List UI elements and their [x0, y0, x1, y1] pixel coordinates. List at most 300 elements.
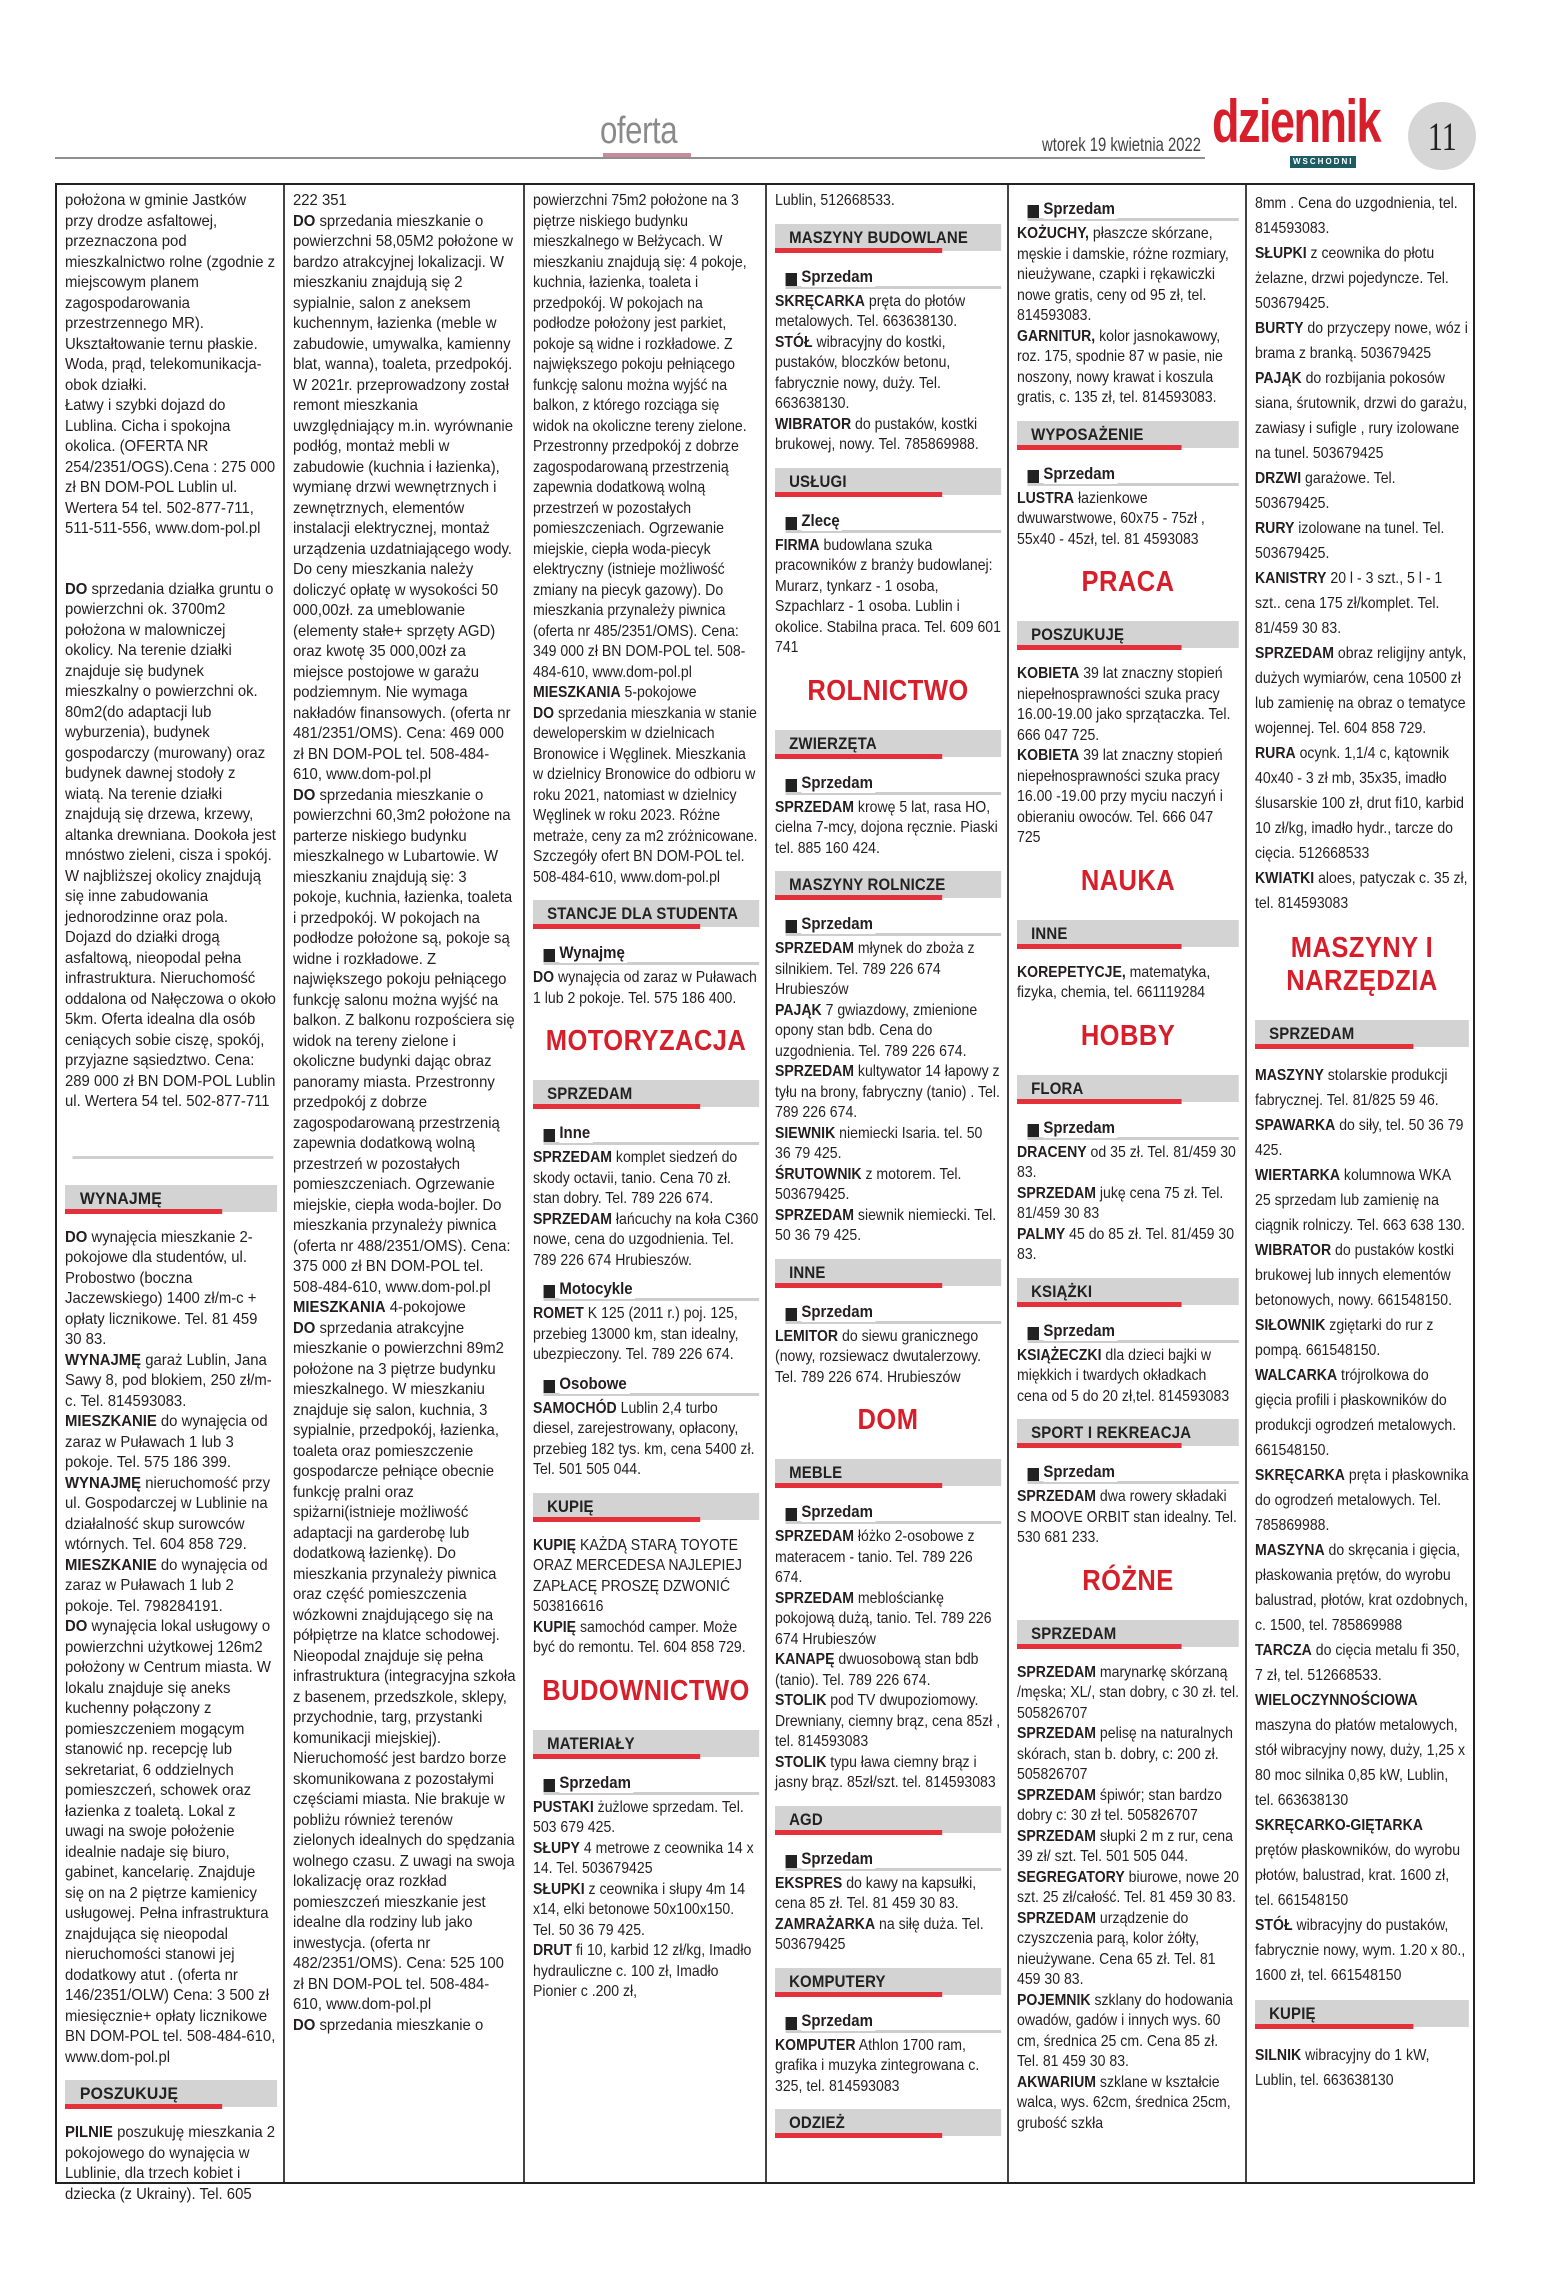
ad-keyword: LUSTRA	[1017, 489, 1075, 507]
section-header-label: USŁUGI	[789, 471, 847, 491]
ad-keyword: MASZYNY	[1255, 1067, 1324, 1084]
ad-keyword: SPRZEDAM	[775, 798, 855, 816]
ad-text: do rozbijania pokosów siana, śrutownik, drzwi do garażu, zawiasy i sufigle , rury izolowane na tunel. 503679425	[1255, 370, 1468, 462]
classified-ad	[1255, 866, 1469, 916]
classified-ad	[533, 1304, 759, 1366]
square-bullet-icon	[544, 1285, 555, 1298]
subsection-header	[775, 267, 1001, 289]
column-3	[523, 185, 765, 2182]
issue-date: wtorek 19 kwietnia 2022	[1042, 135, 1201, 156]
section-header	[1255, 2000, 1469, 2027]
ad-text: kultywator 14 łapowy z tyłu na brony, fabryczny (tanio) . Tel. 789 226 674.	[775, 1063, 1000, 1121]
classified-ad	[775, 1165, 1001, 1206]
ad-text: pręta i płaskownika do ogrodzeń metalowych. Tel. 785869988.	[1255, 1467, 1469, 1534]
ad-text: 20 l - 3 szt., 5 l - 1 szt.. cena 175 zł/komplet. Tel. 81/459 30 83.	[1255, 570, 1443, 637]
classified-ad	[65, 580, 277, 1113]
square-bullet-icon	[786, 1855, 797, 1868]
classified-ad	[1017, 746, 1239, 849]
classified-ad	[775, 939, 1001, 1001]
ad-text: poszukuję mieszkania 2 pokojowego do wynajęcia w Lublinie, dla trzech kobiet i dziecka (z Ukrainy). Tel. 605	[65, 2124, 276, 2203]
ad-keyword: RURY	[1255, 520, 1295, 537]
section-header	[533, 1493, 759, 1520]
subsection-label: Sprzedam	[559, 1773, 633, 1793]
classified-ad	[1017, 1346, 1239, 1408]
section-header	[65, 2080, 277, 2107]
section-header	[775, 1259, 1001, 1286]
subsection-label: Motocykle	[559, 1279, 635, 1299]
ad-keyword: MIESZKANIE	[65, 1413, 157, 1430]
ad-keyword: SŁUPKI	[533, 1880, 585, 1898]
section-header-label: WYPOSAŻENIE	[1031, 424, 1144, 444]
subsection-label: Sprzedam	[801, 267, 875, 287]
ad-text: trójrolkowa do gięcia profili i płaskowników do produkcji ogrodzeń metalowych. 661548150.	[1255, 1367, 1457, 1459]
classified-ad	[1255, 1063, 1469, 1113]
classified-ad	[1017, 224, 1239, 327]
ad-text: typu ława ciemny brąz i jasny brąz. 85zł/szt. tel. 814593083	[775, 1753, 996, 1791]
ad-text: słupki 2 m z rur, cena 39 zł/ szt. Tel. 501 505 044.	[1017, 1827, 1233, 1865]
classified-ad	[533, 1941, 759, 2003]
ad-text: 8mm . Cena do uzgodnienia, tel. 814593083.	[1255, 195, 1458, 237]
square-bullet-icon	[1028, 470, 1039, 483]
ad-text: sprzedania mieszkanie o	[315, 2016, 484, 2034]
subsection-header	[775, 511, 1001, 533]
subsection-header	[1017, 1462, 1239, 1484]
ad-keyword: SPAWARKA	[1255, 1117, 1336, 1134]
classified-ad	[1255, 191, 1469, 241]
ad-keyword: SPRZEDAM	[1017, 1488, 1097, 1505]
ad-text: śpiwór; stan bardzo dobry c: 30 zł tel. 505826707	[1017, 1786, 1223, 1824]
ad-text: do siły, tel. 50 36 79 425.	[1255, 1117, 1464, 1159]
column-6	[1245, 185, 1475, 2182]
classified-ad	[775, 1589, 1001, 1651]
classified-ad	[1255, 566, 1469, 641]
section-header	[775, 871, 1001, 898]
ad-text: krowę 5 lat, rasa HO, cielna 7-mcy, dojona ręcznie. Piaski tel. 885 160 424.	[775, 798, 998, 857]
ad-keyword: SKRĘCARKO-GIĘTARKA	[1255, 1817, 1423, 1834]
subsection-label: Sprzedam	[801, 914, 875, 934]
ad-text: pod TV dwupoziomowy. Drewniany, ciemny brąz, cena 85zł , tel. 814593083	[775, 1692, 1001, 1750]
ad-keyword: WYNAJMĘ	[65, 1474, 142, 1492]
ad-keyword: TARCZA	[1255, 1642, 1312, 1659]
page-number: 11	[1427, 113, 1457, 159]
ad-text: szklany do hodowania owadów, gadów i innych wys. 60 cm, średnica 25 cm. Cena 85 zł. Tel. 81 459 30 83.	[1017, 1991, 1234, 2070]
ad-text: niemiecki Isaria. tel. 50 36 79 425.	[775, 1124, 983, 1162]
classified-ad	[1017, 664, 1239, 746]
logo-wordmark: dziennik	[1212, 88, 1381, 155]
section-header-label: SPRZEDAM	[1031, 1623, 1117, 1643]
ad-keyword: DO	[65, 580, 88, 598]
classified-ad	[293, 212, 517, 786]
subsection-label: Sprzedam	[1043, 1321, 1117, 1341]
ad-keyword: AKWARIUM	[1017, 2073, 1096, 2091]
ad-text: obraz religijny antyk, dużych wymiarów, cena 10500 zł lub zamienię na obraz o tematyce wojennej. Tel. 604 858 729.	[1255, 645, 1467, 737]
subsection-header	[533, 1374, 759, 1396]
classified-ad	[1255, 1638, 1469, 1688]
ad-text: 45 do 85 zł. Tel. 81/459 30 83.	[1017, 1225, 1235, 1263]
classified-ad	[1255, 2043, 1469, 2093]
ad-keyword: SPRZEDAM	[1017, 1827, 1097, 1845]
ad-text: matematyka, fizyka, chemia, tel. 661119284	[1017, 963, 1211, 1001]
ad-keyword: STOLIK	[775, 1753, 827, 1771]
subsection-label: Osobowe	[559, 1374, 629, 1394]
category-heading: NAUKA	[1080, 864, 1176, 897]
ad-keyword: KANISTRY	[1255, 570, 1327, 587]
section-header-label: MATERIAŁY	[547, 1733, 635, 1753]
classified-ad	[775, 1527, 1001, 1589]
section-header	[1017, 421, 1239, 448]
section-header-label: FLORA	[1031, 1078, 1084, 1098]
square-bullet-icon	[1028, 1327, 1039, 1340]
classified-ad	[293, 786, 517, 1299]
classified-ad	[775, 292, 1001, 333]
section-header	[65, 1185, 277, 1212]
section-header	[1017, 621, 1239, 648]
ad-text: zgiętarki do rur z pompą. 661548150.	[1255, 1317, 1434, 1359]
classified-ad	[65, 1228, 277, 1351]
subsection-label: Zlecę	[801, 511, 842, 531]
section-header	[1017, 1278, 1239, 1305]
classified-ad	[1255, 741, 1469, 866]
classified-ad	[775, 1874, 1001, 1915]
section-header	[1017, 1620, 1239, 1647]
ad-text: jukę cena 75 zł. Tel. 81/459 30 83	[1017, 1184, 1224, 1222]
section-header-label: WYNAJMĘ	[79, 1188, 162, 1208]
classified-ad	[1017, 1868, 1239, 1909]
classified-ad	[775, 1206, 1001, 1247]
classified-ad	[65, 1412, 277, 1474]
ad-keyword: BURTY	[1255, 320, 1304, 337]
classified-ad	[1255, 1688, 1469, 1813]
classified-ad	[1255, 516, 1469, 566]
ad-keyword: SPRZEDAM	[775, 1528, 855, 1545]
subsection-header	[775, 1302, 1001, 1324]
ad-text: płaszcze skórzane, męskie i damskie, różne rozmiary, nieużywane, czapki i rękawiczki nowe gratis, ceny od 95 zł, tel. 814593083.	[1017, 225, 1229, 324]
ad-text: z motorem. Tel. 503679425.	[775, 1165, 962, 1203]
classified-ad	[775, 333, 1001, 415]
subsection-label: Sprzedam	[801, 1302, 875, 1322]
section-header	[775, 2109, 1001, 2136]
ad-keyword: SŁUPY	[533, 1839, 580, 1857]
section-header	[775, 1968, 1001, 1995]
subsection-header	[533, 1279, 759, 1301]
ad-keyword: PUSTAKI	[533, 1798, 594, 1816]
ad-text: sprzedania mieszkania w stanie deweloperskim w dzielnicach Bronowice i Węglinek. Mieszkania w dzielnicy Bronowice do odbioru w roku 2021, natomiast w dzielnicy Węglinek w roku 2023. Różne metraże, ceny za m2 zróżnicowane. Szczegóły ofert BN DOM-POL tel. 508-484-610, www.dom-pol.pl	[533, 704, 758, 886]
subsection-header	[1017, 1118, 1239, 1140]
ad-keyword: LEMITOR	[775, 1327, 839, 1345]
section-header	[775, 1806, 1001, 1833]
ad-text: do przyczepy nowe, wóz i brama z branką. 503679425	[1255, 320, 1468, 362]
ad-keyword: KUPIĘ	[533, 1536, 577, 1554]
ad-text: garaż Lublin, Jana Sawy 8, pod blokiem, 250 zł/m-c. Tel. 814593083.	[65, 1351, 272, 1410]
classified-ad	[533, 1798, 759, 1839]
ad-keyword: PAJĄK	[1255, 370, 1302, 387]
column-4	[765, 185, 1007, 2182]
ad-text: wynajęcia od zaraz w Puławach 1 lub 2 pokoje. Tel. 575 186 400.	[533, 969, 757, 1007]
classified-ad	[1017, 1225, 1239, 1266]
classified-ad	[775, 1650, 1001, 1691]
ad-text: 39 lat znaczny stopień niepełnosprawności szuka pracy 16.00 -19.00 przy myciu naczyń i obieraniu owoców. Tel. 666 047 725	[1017, 747, 1223, 846]
ad-text: budowlana szuka pracowników z branży budowlanej: Murarz, tynkarz - 1 osoba, Szpachlarz - 1 osoba. Lublin i okolice. Stabilna praca. Tel. 609 601 741	[775, 536, 1001, 656]
classified-ad	[1017, 489, 1239, 551]
classified-ad	[1255, 641, 1469, 741]
square-bullet-icon	[786, 1508, 797, 1521]
classified-ad	[775, 1753, 1001, 1794]
classified-ad	[1017, 1827, 1239, 1868]
ad-text: aloes, patyczak c. 35 zł, tel. 814593083	[1255, 870, 1468, 912]
ad-text: 39 lat znaczny stopień niepełnosprawności szuka pracy 16.00-19.00 jako sprzątaczka. Tel. 666 047 725.	[1017, 665, 1231, 744]
ad-text: do cięcia metalu fi 350, 7 zł, tel. 512668533.	[1255, 1642, 1460, 1684]
classified-ad	[65, 2123, 277, 2205]
ad-text: sprzedania mieszkanie o powierzchni 58,05M2 położone w bardzo atrakcyjnej lokalizacji. W mieszkaniu znajdują się 2 sypialnie, salon z aneksem kuchennym, łazienka (meble w zabudowie, umywalka, kamienny blat, wanna), toaleta, przedpokój. W 2021r. przeprowadzony został remont mieszkania uwzględniający m.in. wyrównanie podłóg, montaż mebli w zabudowie (kuchnia i łazienka), wymianę drzwi wewnętrznych i zewnętrznych, elementów instalacji elektrycznej, montaż urządzenia uzdatniającego wody. Do ceny mieszkania należy doliczyć opłatę w wysokości 50 000,00zł. za umeblowanie (elementy stałe+ sprzęty AGD) oraz kwotę 35 000,00zł za miejsce postojowe w garażu podziemnym. Nie wymaga nakładów finansowych. (oferta nr 481/2351/OMS). Cena: 469 000 zł BN DOM-POL tel. 508-484-610, www.dom-pol.pl	[293, 212, 514, 783]
section-header	[1017, 1419, 1239, 1446]
ad-keyword: STOLIK	[775, 1692, 827, 1709]
square-bullet-icon	[786, 920, 797, 933]
section-header	[533, 1080, 759, 1107]
classified-ad	[775, 2036, 1001, 2098]
ad-text: urządzenie do czyszczenia parą, kolor żółty, nieużywane. Cena 65 zł. Tel. 81 459 30 83.	[1017, 1909, 1216, 1988]
classified-ad	[293, 1298, 517, 1319]
page-number-badge	[1408, 102, 1476, 170]
ad-text: meblościankę pokojową dużą, tanio. Tel. 789 226 674 Hrubieszów	[775, 1589, 992, 1648]
subsection-header	[775, 1502, 1001, 1524]
ad-keyword: MASZYNA	[1255, 1542, 1325, 1559]
classified-ad	[1017, 1184, 1239, 1225]
ad-keyword: ROMET	[533, 1305, 584, 1322]
subsection-label: Sprzedam	[801, 1849, 875, 1869]
ad-keyword: DRZWI	[1255, 470, 1302, 487]
classified-ad	[1255, 466, 1469, 516]
ad-text: K 125 (2011 r.) poj. 125, przebieg 13000 km, stan idealny, ubezpieczony. Tel. 789 226 674.	[533, 1305, 739, 1363]
ad-text: siewnik niemiecki. Tel. 50 36 79 425.	[775, 1206, 997, 1244]
classified-ad	[1255, 1113, 1469, 1163]
ad-text: wibracyjny do kostki, pustaków, bloczków betonu, fabrycznie nowy, duży. Tel. 663638130.	[775, 333, 951, 412]
square-bullet-icon	[786, 779, 797, 792]
classified-ad	[533, 1210, 759, 1272]
section-header-label: ZWIERZĘTA	[789, 733, 877, 753]
classified-ad	[293, 2016, 517, 2037]
square-bullet-icon	[1028, 1124, 1039, 1137]
ad-text: do siewu granicznego (nowy, rozsiewacz dwutalerzowy. Tel. 789 226 674. Hrubieszów	[775, 1327, 982, 1386]
ad-text: komplet siedzeń do skody octavii, tanio. Cena 70 zł. stan dobry. Tel. 789 226 674.	[533, 1149, 738, 1207]
classified-ad	[65, 1556, 277, 1618]
section-header-label: ODZIEŻ	[789, 2113, 845, 2132]
section-header	[775, 1459, 1001, 1486]
ad-text: do pustaków, kostki brukowej, nowy. Tel. 785869988.	[775, 415, 979, 453]
section-header-label: SPRZEDAM	[1269, 1024, 1355, 1043]
classified-ad	[1017, 1663, 1239, 1725]
classified-ad	[1255, 1363, 1469, 1463]
classified-ad	[65, 191, 277, 396]
ad-keyword: STÓŁ	[1255, 1917, 1293, 1934]
ad-text: położona w gminie Jastków przy drodze asfaltowej, przeznaczona pod mieszkalnictwo rolne (zgodnie z miejscowym planem zagospodarowania przestrzennego MR). Ukształtowanie ternu płaskie. Woda, prąd, telekomunikacja- obok działki.	[65, 192, 276, 394]
section-header	[775, 224, 1001, 251]
square-bullet-icon	[1028, 1468, 1039, 1481]
classified-ad	[775, 1915, 1001, 1956]
ad-text: Lublin, 512668533.	[775, 192, 895, 209]
ad-text: od 35 zł. Tel. 81/459 30 83.	[1017, 1143, 1236, 1181]
square-bullet-icon	[786, 517, 797, 530]
subsection-header	[533, 943, 759, 965]
classified-ad	[1255, 1913, 1469, 1988]
ad-text: z ceownika i słupy 4m 14 x14, elki betonowe 50x100x150. Tel. 50 36 79 425.	[533, 1880, 746, 1939]
ad-keyword: DRACENY	[1017, 1143, 1087, 1161]
column-5	[1007, 185, 1245, 2182]
ad-text: prętów płaskowników, do wyrobu płotów, balustrad, krat. 1600 zł, tel. 661548150	[1255, 1842, 1461, 1909]
classified-ad	[533, 1839, 759, 1880]
ad-keyword: PALMY	[1017, 1225, 1066, 1243]
subsection-label: Sprzedam	[1043, 199, 1117, 219]
section-header-label: SPRZEDAM	[547, 1084, 633, 1103]
ad-keyword: RURA	[1255, 745, 1296, 762]
ad-text: wibracyjny do pustaków, fabrycznie nowy, wym. 1.20 x 80., 1600 zł, tel. 661548150	[1255, 1917, 1466, 1984]
ad-keyword: KSIĄŻECZKI	[1017, 1346, 1102, 1364]
classified-ad	[775, 415, 1001, 456]
subsection-label: Wynajmę	[559, 943, 627, 963]
ad-text: KAŻDĄ STARĄ TOYOTE ORAZ MERCEDESA NAJLEPIEJ ZAPŁACĘ PROSZĘ DZWONIĆ 503816616	[533, 1536, 742, 1615]
classified-ad	[65, 1474, 277, 1556]
subsection-header	[533, 1123, 759, 1145]
classified-ad	[1255, 1813, 1469, 1913]
classified-ad	[533, 704, 759, 889]
ad-text: izolowane na tunel. Tel. 503679425.	[1255, 520, 1445, 562]
classified-ad	[1255, 366, 1469, 466]
ad-text: dwuosobową stan bdb (tanio). Tel. 789 226 674.	[775, 1651, 979, 1689]
section-header	[1017, 1075, 1239, 1102]
section-header-label: POSZUKUJĘ	[1031, 625, 1125, 644]
ad-keyword: DO	[293, 212, 316, 230]
section-header-label: KUPIĘ	[1269, 2004, 1316, 2023]
ad-text: do wynajęcia od zaraz w Puławach 1 lub 3 pokoje. Tel. 575 186 399.	[65, 1413, 268, 1471]
classified-ad	[533, 1399, 759, 1481]
subsection-header	[1017, 199, 1239, 221]
ad-text: Łatwy i szybki dojazd do Lublina. Cicha i spokojna okolica. (OFERTA NR 254/2351/OGS).Cena : 275 000 zł BN DOM-POL Lublin ul. Wertera 54 tel. 502-877-711, 511-511-556, www.dom-pol.pl	[65, 397, 276, 537]
ad-keyword: DO	[65, 1228, 88, 1246]
ad-keyword: MIESZKANIA	[293, 1299, 386, 1316]
ad-keyword: SPRZEDAM	[1017, 1184, 1097, 1202]
spacer	[65, 540, 277, 580]
ad-text: młynek do zboża z silnikiem. Tel. 789 226 674 Hrubieszów	[775, 940, 975, 998]
ad-keyword: SPRZEDAM	[775, 1589, 855, 1607]
classified-ad	[1017, 1909, 1239, 1991]
ad-text: marynarkę skórzaną /męska; XL/, stan dobry, c 30 zł. tel. 505826707	[1017, 1663, 1239, 1722]
section-header	[533, 1730, 759, 1757]
ad-keyword: WIBRATOR	[775, 415, 852, 433]
classified-ad	[775, 1001, 1001, 1063]
ad-keyword: KOŻUCHY,	[1017, 225, 1089, 242]
ad-keyword: SKRĘCARKA	[1255, 1467, 1345, 1484]
subsection-header	[775, 914, 1001, 936]
classified-ad	[1255, 1463, 1469, 1538]
ad-text: na siłę duża. Tel. 503679425	[775, 1915, 984, 1953]
ad-text: powierzchni 75m2 położone na 3 piętrze niskiego budynku mieszkalnego w Bełżycach. W mieszkaniu znajdują się: 4 pokoje, kuchnia, łazienka, toaleta i przedpokój. W pokojach na podłodze położony jest parkiet, pokoje są widne i rozkładowe. Z największego pokoju pełniącego funkcję salonu można wyjść na balkon, z którego rozciąga się widok na okoliczne tereny zielone. Przestronny przedpokój z dobrze zagospodarowaną przestrzenią zapewnia dodatkową wolną przestrzeń w pozostałych pomieszczeniach. Ogrzewanie miejskie, ciepła woda-piecyk elektryczny (istnieje możliwość zmiany na piecyk gazowy). Do mieszkania przynależy piwnica (oferta nr 485/2351/OMS). Cena: 349 000 zł BN DOM-POL tel. 508-484-610, www.dom-pol.pl	[533, 192, 747, 681]
ad-keyword: SPRZEDAM	[775, 1206, 855, 1224]
square-bullet-icon	[544, 949, 555, 962]
newspaper-logo	[1212, 88, 1397, 172]
ad-keyword: WIBRATOR	[1255, 1242, 1332, 1259]
ad-text: sprzedania atrakcyjne mieszkanie o powierzchni 89m2 położone na 3 piętrze budynku mieszkalnego. W mieszkaniu znajduje się salon, kuchnia, 3 sypialnie, przedpokój, łazienka, toaleta oraz pomieszczenie gospodarcze pełniące obecnie funkcję pralni oraz spiżarni(istnieje możliwość adaptacji na garderobę lub dodatkową łazienkę). Do mieszkania przynależy piwnica oraz część pomieszczenia wózkowni znajdującego się na półpiętrze na klatce schodowej. Nieopodal znajduje się pełna infrastruktura (integracyjna szkoła z basenem, przedszkole, sklepy, przychodnie, targ, przystanki komunikacji miejskiej). Nieruchomość jest bardzo borze skomunikowana z pozostałymi częściami miasta. Nie brakuje w pobliżu również terenów zielonych idealnych do spędzania wolnego czasu. Z uwagi na swoja lokalizację oraz rozkład pomieszczeń mieszkanie jest idealne dla rodziny lub jako inwestycja. (oferta nr 482/2351/OMS). Cena: 525 100 zł BN DOM-POL tel. 508-484-610, www.dom-pol.pl	[293, 1319, 516, 2013]
category-heading: PRACA	[1081, 566, 1175, 598]
ad-text: łazienkowe dwuwarstwowe, 60x75 - 75zł , 55x40 - 45zł, tel. 81 4593083	[1017, 489, 1205, 548]
square-bullet-icon	[786, 2017, 797, 2030]
category-heading: HOBBY	[1080, 1019, 1176, 1052]
ad-text: wynajęcia mieszkanie 2-pokojowe dla studentów, ul. Probostwo (boczna Jaczewskiego) 1400 zł/m-c + opłaty licznikowe. Tel. 81 459 30 83.	[65, 1228, 258, 1348]
ad-keyword: DO	[293, 786, 316, 804]
ad-text: ocynk. 1,1/4 c, kątownik 40x40 - 3 zł mb, 35x35, imadło ślusarskie 100 zł, drut fi10, karbid 10 zł/kg, imadło hydr., tarcze do cięcia. 512668533	[1255, 745, 1464, 862]
section-header-label: POSZUKUJĘ	[79, 2084, 179, 2103]
ad-text: do pustaków kostki brukowej lub innych elementów betonowych, nowy. 661548150.	[1255, 1242, 1455, 1309]
ad-text: do wynajęcia od zaraz w Puławach 1 lub 2 pokoje. Tel. 798284191.	[65, 1556, 268, 1615]
classified-ad	[533, 1880, 759, 1942]
classified-ad	[775, 536, 1001, 659]
classified-ad	[1255, 1238, 1469, 1313]
classified-ad	[775, 191, 1001, 212]
section-header-label: INNE	[789, 1262, 826, 1282]
classified-ad	[65, 396, 277, 540]
section-header-label: KOMPUTERY	[789, 1971, 886, 1991]
ad-text: do skręcania i gięcia, płaskowania prętów, do wyrobu balustrad, płotów, krat ozdobnych, c. 1500, tel. 785869988	[1255, 1542, 1468, 1634]
ad-keyword: SKRĘCARKA	[775, 292, 865, 310]
ad-text: kolor jasnokawowy, roz. 175, spodnie 87 w pasie, nie noszony, nowy krawat i koszula gratis, c. 135 zł, tel. 814593083.	[1017, 327, 1223, 406]
ad-keyword: PAJĄK	[775, 1001, 822, 1019]
ad-text: szklane w kształcie walca, wys. 62cm, średnica 25cm, grubość szkła	[1017, 2073, 1231, 2132]
ad-keyword: DO	[293, 1319, 316, 1337]
ad-keyword: WIERTARKA	[1255, 1167, 1340, 1184]
ad-keyword: SPRZEDAM	[775, 1063, 855, 1080]
ad-keyword: STÓŁ	[775, 333, 813, 351]
section-header	[1255, 1020, 1469, 1047]
ad-text: żużlowe sprzedam. Tel. 503 679 425.	[533, 1798, 744, 1836]
section-header-label: MEBLE	[789, 1463, 843, 1482]
ad-keyword: SIEWNIK	[775, 1124, 836, 1142]
ad-text: nieruchomość przy ul. Gospodarczej w Lublinie na działalność skup surowców wtórnych. Tel. 604 858 729.	[65, 1474, 271, 1553]
classified-ad	[533, 1148, 759, 1210]
divider	[65, 1113, 277, 1173]
ad-keyword: SPRZEDAM	[1017, 1725, 1097, 1742]
ad-keyword: SPRZEDAM	[1017, 1909, 1097, 1927]
classified-ad	[533, 1536, 759, 1618]
section-header-label: KSIĄŻKI	[1031, 1281, 1093, 1301]
classified-ad	[1017, 1143, 1239, 1184]
section-header-label: AGD	[789, 1809, 823, 1829]
ad-keyword: SPRZEDAM	[533, 1210, 613, 1228]
ad-keyword: KANAPĘ	[775, 1651, 835, 1668]
classified-ad	[775, 1691, 1001, 1753]
section-title: oferta	[600, 110, 678, 152]
ad-keyword: SEGREGATORY	[1017, 1868, 1125, 1886]
ad-keyword: DO	[293, 2016, 316, 2034]
classified-ad	[533, 191, 759, 683]
ad-keyword: MIESZKANIE	[65, 1556, 157, 1574]
classified-ad	[1017, 2073, 1239, 2135]
classified-ad	[1017, 327, 1239, 409]
ad-text: łóżko 2-osobowe z materacem - tanio. Tel. 789 226 674.	[775, 1528, 975, 1586]
ad-keyword: DO	[533, 704, 555, 722]
classified-ad	[775, 1327, 1001, 1389]
category-heading: MOTORYZACJA	[545, 1025, 747, 1057]
square-bullet-icon	[544, 1779, 555, 1792]
ad-keyword: PILNIE	[65, 2124, 113, 2141]
section-header-label: KUPIĘ	[547, 1496, 594, 1516]
ad-keyword: SPRZEDAM	[1017, 1786, 1097, 1804]
section-header-label: STANCJE DLA STUDENTA	[547, 904, 739, 923]
ad-keyword: POJEMNIK	[1017, 1991, 1091, 2009]
ad-keyword: DRUT	[533, 1942, 573, 1959]
category-heading: MASZYNY I NARZĘDZIA	[1286, 932, 1438, 997]
ad-keyword: FIRMA	[775, 536, 820, 554]
ad-text: Athlon 1700 ram, grafika i muzyka zintegrowana c. 325, tel. 814593083	[775, 2036, 980, 2095]
subsection-header	[1017, 464, 1239, 486]
subsection-label: Sprzedam	[801, 1502, 875, 1522]
